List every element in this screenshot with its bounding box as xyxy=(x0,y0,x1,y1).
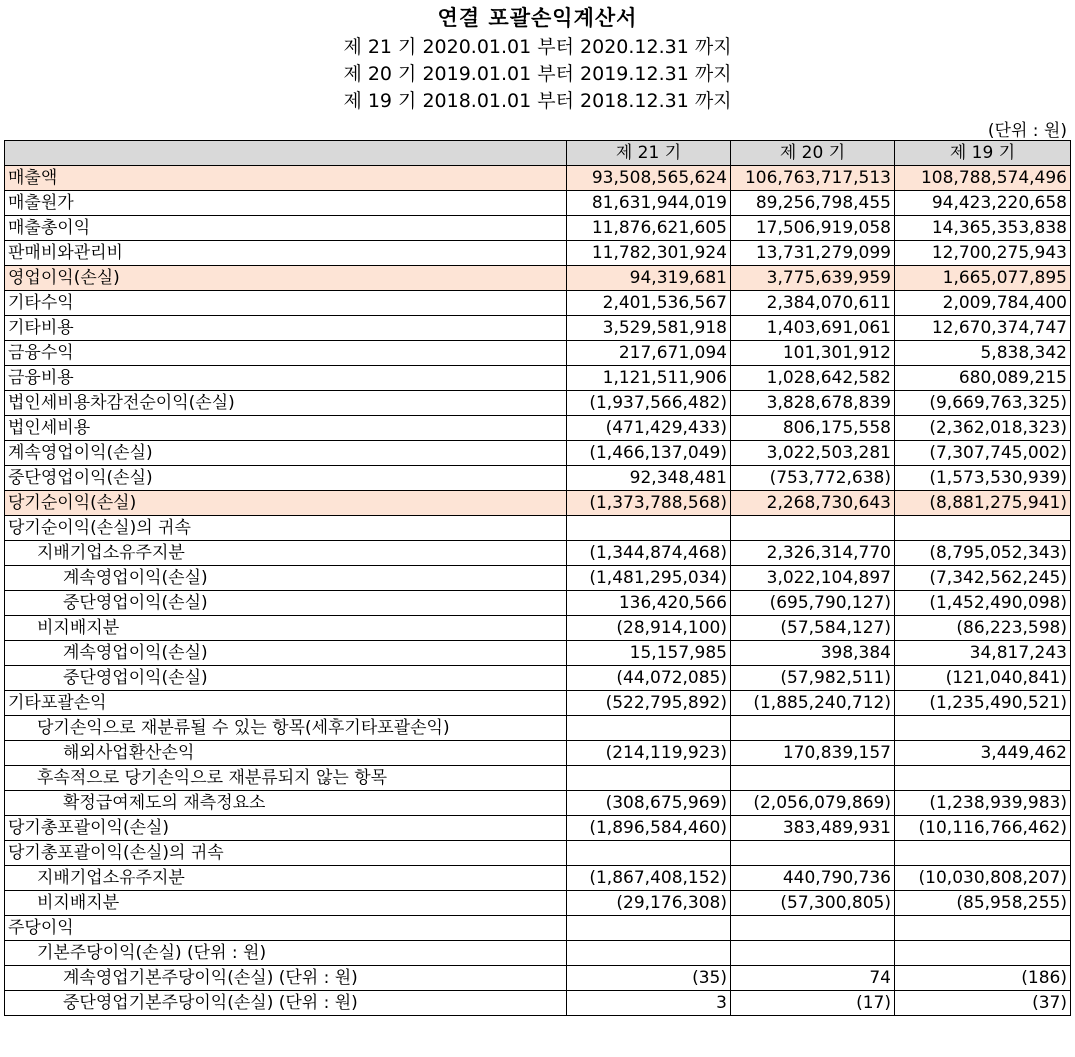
value-fy19 xyxy=(895,841,1071,866)
table-row xyxy=(5,416,1071,441)
value-fy21: (471,429,433) xyxy=(567,416,731,441)
table-row xyxy=(5,741,1071,766)
period-line-21: 제 21 기 2020.01.01 부터 2020.12.31 까지 xyxy=(343,36,732,58)
row-label: 당기손익으로 재분류될 수 있는 항목(세후기타포괄손익) xyxy=(5,716,567,741)
row-label: 중단영업이익(손실) xyxy=(5,466,567,491)
value-fy19: (8,795,052,343) xyxy=(895,541,1071,566)
row-label: 법인세비용차감전순이익(손실) xyxy=(5,391,567,416)
value-fy20: 3,775,639,959 xyxy=(731,266,895,291)
row-label: 금융비용 xyxy=(5,366,567,391)
value-fy19: (121,040,841) xyxy=(895,666,1071,691)
value-fy21: 94,319,681 xyxy=(567,266,731,291)
value-fy21 xyxy=(567,941,731,966)
table-row xyxy=(5,966,1071,991)
value-fy19: 2,009,784,400 xyxy=(895,291,1071,316)
table-row xyxy=(5,166,1071,191)
table-row xyxy=(5,191,1071,216)
value-fy21: (1,344,874,468) xyxy=(567,541,731,566)
value-fy20: 806,175,558 xyxy=(731,416,895,441)
value-fy20: 3,022,104,897 xyxy=(731,566,895,591)
column-header-fy19: 제 19 기 xyxy=(895,141,1071,166)
row-label: 금융수익 xyxy=(5,341,567,366)
value-fy20: 2,268,730,643 xyxy=(731,491,895,516)
table-row xyxy=(5,291,1071,316)
value-fy21: 93,508,565,624 xyxy=(567,166,731,191)
table-row xyxy=(5,991,1071,1016)
value-fy20 xyxy=(731,766,895,791)
value-fy21 xyxy=(567,516,731,541)
value-fy20: 17,506,919,058 xyxy=(731,216,895,241)
period-line-20: 제 20 기 2019.01.01 부터 2019.12.31 까지 xyxy=(343,63,732,85)
value-fy20: 3,828,678,839 xyxy=(731,391,895,416)
value-fy21 xyxy=(567,841,731,866)
table-row xyxy=(5,491,1071,516)
table-row xyxy=(5,516,1071,541)
value-fy21: (1,373,788,568) xyxy=(567,491,731,516)
table-row xyxy=(5,616,1071,641)
value-fy21: (1,867,408,152) xyxy=(567,866,731,891)
table-row xyxy=(5,666,1071,691)
value-fy21: (1,466,137,049) xyxy=(567,441,731,466)
value-fy20: (57,584,127) xyxy=(731,616,895,641)
value-fy19: 14,365,353,838 xyxy=(895,216,1071,241)
value-fy19: 94,423,220,658 xyxy=(895,191,1071,216)
value-fy19: (8,881,275,941) xyxy=(895,491,1071,516)
row-label: 매출총이익 xyxy=(5,216,567,241)
row-label: 매출원가 xyxy=(5,191,567,216)
value-fy20: (57,300,805) xyxy=(731,891,895,916)
row-label: 주당이익 xyxy=(5,916,567,941)
value-fy20 xyxy=(731,916,895,941)
value-fy21: 136,420,566 xyxy=(567,591,731,616)
row-label: 당기순이익(손실) xyxy=(5,491,567,516)
value-fy20: (1,885,240,712) xyxy=(731,691,895,716)
value-fy20: (2,056,079,869) xyxy=(731,791,895,816)
value-fy19: 12,700,275,943 xyxy=(895,241,1071,266)
value-fy19 xyxy=(895,766,1071,791)
value-fy21: 15,157,985 xyxy=(567,641,731,666)
table-header-row xyxy=(5,141,1071,166)
table-row xyxy=(5,716,1071,741)
column-header-fy21: 제 21 기 xyxy=(567,141,731,166)
table-row xyxy=(5,366,1071,391)
table-row xyxy=(5,916,1071,941)
value-fy21: (308,675,969) xyxy=(567,791,731,816)
value-fy21: (1,481,295,034) xyxy=(567,566,731,591)
value-fy21: 11,782,301,924 xyxy=(567,241,731,266)
value-fy19: (10,116,766,462) xyxy=(895,816,1071,841)
value-fy19: (186) xyxy=(895,966,1071,991)
value-fy19: 3,449,462 xyxy=(895,741,1071,766)
value-fy21: 11,876,621,605 xyxy=(567,216,731,241)
table-row xyxy=(5,216,1071,241)
row-label: 비지배지분 xyxy=(5,616,567,641)
row-label: 지배기업소유주지분 xyxy=(5,866,567,891)
value-fy19: (7,307,745,002) xyxy=(895,441,1071,466)
row-label: 계속영업이익(손실) xyxy=(5,641,567,666)
table-row xyxy=(5,866,1071,891)
value-fy19: (10,030,808,207) xyxy=(895,866,1071,891)
value-fy20: (695,790,127) xyxy=(731,591,895,616)
value-fy20: (57,982,511) xyxy=(731,666,895,691)
row-label: 확정급여제도의 재측정요소 xyxy=(5,791,567,816)
row-label: 판매비와관리비 xyxy=(5,241,567,266)
value-fy21 xyxy=(567,766,731,791)
row-label: 기본주당이익(손실) (단위 : 원) xyxy=(5,941,567,966)
value-fy21: 1,121,511,906 xyxy=(567,366,731,391)
table-row xyxy=(5,841,1071,866)
value-fy20: 3,022,503,281 xyxy=(731,441,895,466)
row-label: 영업이익(손실) xyxy=(5,266,567,291)
income-statement-table xyxy=(4,140,1071,1016)
table-row xyxy=(5,341,1071,366)
row-label: 지배기업소유주지분 xyxy=(5,541,567,566)
row-label: 법인세비용 xyxy=(5,416,567,441)
unit-label: (단위 : 원) xyxy=(987,121,1067,141)
value-fy20: 1,403,691,061 xyxy=(731,316,895,341)
value-fy21: (35) xyxy=(567,966,731,991)
document-title: 연결 포괄손익계산서 xyxy=(437,6,638,30)
value-fy20: 89,256,798,455 xyxy=(731,191,895,216)
row-label: 매출액 xyxy=(5,166,567,191)
row-label: 중단영업이익(손실) xyxy=(5,666,567,691)
table-row xyxy=(5,641,1071,666)
value-fy20 xyxy=(731,841,895,866)
row-label: 후속적으로 당기손익으로 재분류되지 않는 항목 xyxy=(5,766,567,791)
value-fy20: 2,326,314,770 xyxy=(731,541,895,566)
table-row xyxy=(5,316,1071,341)
value-fy21: 81,631,944,019 xyxy=(567,191,731,216)
value-fy19: (1,235,490,521) xyxy=(895,691,1071,716)
value-fy19: 12,670,374,747 xyxy=(895,316,1071,341)
table-row xyxy=(5,566,1071,591)
value-fy21: (29,176,308) xyxy=(567,891,731,916)
table-row xyxy=(5,691,1071,716)
value-fy21: (1,896,584,460) xyxy=(567,816,731,841)
value-fy21: (214,119,923) xyxy=(567,741,731,766)
value-fy19: 680,089,215 xyxy=(895,366,1071,391)
value-fy20: 398,384 xyxy=(731,641,895,666)
row-label: 계속영업기본주당이익(손실) (단위 : 원) xyxy=(5,966,567,991)
value-fy21: (1,937,566,482) xyxy=(567,391,731,416)
value-fy20 xyxy=(731,516,895,541)
table-row xyxy=(5,441,1071,466)
value-fy20: (753,772,638) xyxy=(731,466,895,491)
table-row xyxy=(5,766,1071,791)
table-row xyxy=(5,791,1071,816)
value-fy19: 1,665,077,895 xyxy=(895,266,1071,291)
row-label: 비지배지분 xyxy=(5,891,567,916)
value-fy19: (37) xyxy=(895,991,1071,1016)
value-fy19: (2,362,018,323) xyxy=(895,416,1071,441)
value-fy19 xyxy=(895,941,1071,966)
row-label: 기타수익 xyxy=(5,291,567,316)
row-label: 당기총포괄이익(손실)의 귀속 xyxy=(5,841,567,866)
table-row xyxy=(5,241,1071,266)
value-fy20 xyxy=(731,716,895,741)
value-fy20: 74 xyxy=(731,966,895,991)
value-fy19: 108,788,574,496 xyxy=(895,166,1071,191)
value-fy20: 170,839,157 xyxy=(731,741,895,766)
table-row xyxy=(5,466,1071,491)
value-fy19 xyxy=(895,516,1071,541)
value-fy20 xyxy=(731,941,895,966)
table-row xyxy=(5,391,1071,416)
value-fy21 xyxy=(567,716,731,741)
value-fy21: (44,072,085) xyxy=(567,666,731,691)
period-line-19: 제 19 기 2018.01.01 부터 2018.12.31 까지 xyxy=(343,90,732,112)
value-fy21: 3,529,581,918 xyxy=(567,316,731,341)
row-label: 계속영업이익(손실) xyxy=(5,441,567,466)
value-fy19: (1,452,490,098) xyxy=(895,591,1071,616)
value-fy20: 1,028,642,582 xyxy=(731,366,895,391)
table-row xyxy=(5,591,1071,616)
row-label: 해외사업환산손익 xyxy=(5,741,567,766)
value-fy20: (17) xyxy=(731,991,895,1016)
value-fy21: (522,795,892) xyxy=(567,691,731,716)
table-row xyxy=(5,266,1071,291)
value-fy21: 92,348,481 xyxy=(567,466,731,491)
table-row xyxy=(5,816,1071,841)
value-fy19: (7,342,562,245) xyxy=(895,566,1071,591)
value-fy20: 101,301,912 xyxy=(731,341,895,366)
value-fy20: 2,384,070,611 xyxy=(731,291,895,316)
row-label: 당기총포괄이익(손실) xyxy=(5,816,567,841)
value-fy21: (28,914,100) xyxy=(567,616,731,641)
table-row xyxy=(5,891,1071,916)
row-label: 기타비용 xyxy=(5,316,567,341)
value-fy19: (85,958,255) xyxy=(895,891,1071,916)
row-label: 계속영업이익(손실) xyxy=(5,566,567,591)
value-fy19: 5,838,342 xyxy=(895,341,1071,366)
row-label: 당기순이익(손실)의 귀속 xyxy=(5,516,567,541)
value-fy20: 13,731,279,099 xyxy=(731,241,895,266)
value-fy20: 440,790,736 xyxy=(731,866,895,891)
value-fy20: 383,489,931 xyxy=(731,816,895,841)
value-fy19: (86,223,598) xyxy=(895,616,1071,641)
value-fy19 xyxy=(895,716,1071,741)
column-header-item xyxy=(5,141,567,166)
table-row xyxy=(5,941,1071,966)
value-fy19: 34,817,243 xyxy=(895,641,1071,666)
value-fy21 xyxy=(567,916,731,941)
row-label: 중단영업기본주당이익(손실) (단위 : 원) xyxy=(5,991,567,1016)
table-row xyxy=(5,541,1071,566)
value-fy19 xyxy=(895,916,1071,941)
value-fy21: 217,671,094 xyxy=(567,341,731,366)
value-fy21: 3 xyxy=(567,991,731,1016)
row-label: 중단영업이익(손실) xyxy=(5,591,567,616)
column-header-fy20: 제 20 기 xyxy=(731,141,895,166)
value-fy21: 2,401,536,567 xyxy=(567,291,731,316)
value-fy19: (9,669,763,325) xyxy=(895,391,1071,416)
value-fy20: 106,763,717,513 xyxy=(731,166,895,191)
value-fy19: (1,238,939,983) xyxy=(895,791,1071,816)
row-label: 기타포괄손익 xyxy=(5,691,567,716)
value-fy19: (1,573,530,939) xyxy=(895,466,1071,491)
